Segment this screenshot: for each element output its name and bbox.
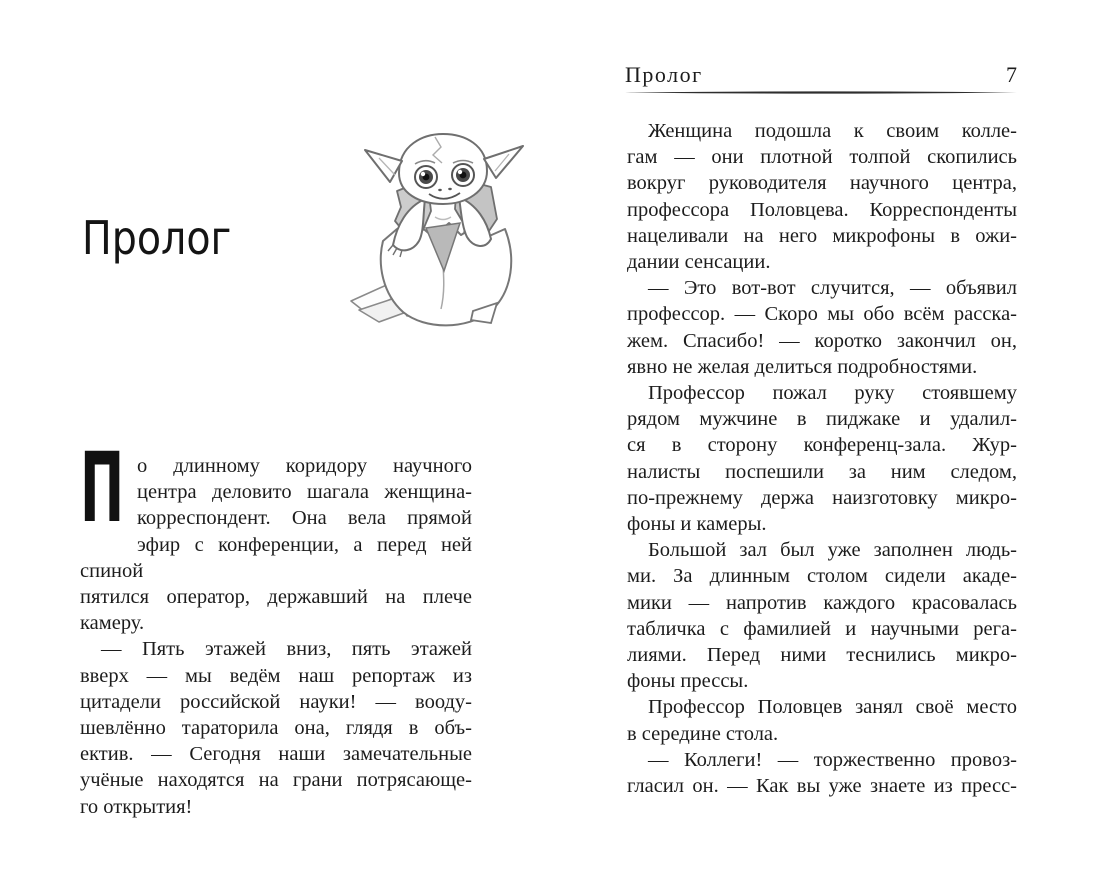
text-line: рядом мужчине в пиджаке и удалил-: [627, 408, 1017, 431]
text-line: цитадели российской науки! — вооду-: [80, 690, 472, 713]
text-line: явно не желая делиться подробностями.: [627, 355, 978, 378]
text-line: — Пять этажей вниз, пять этажей: [101, 638, 472, 661]
header-rule: [625, 90, 1017, 95]
chapter-title: Пролог: [82, 211, 232, 265]
text-line: Женщина подошла к своим колле-: [648, 120, 1017, 142]
text-line: корреспондент. Она вела прямой: [137, 507, 472, 530]
right-page-paragraphs: [627, 118, 1017, 799]
text-line: по-прежнему держа наизготовку микро-: [627, 486, 1017, 509]
text-line: о длинному коридору научного: [137, 455, 472, 477]
left-page-paragraphs: [80, 432, 472, 820]
paragraph: [627, 380, 1017, 537]
text-line: ектив. — Сегодня наши замечательные: [80, 743, 472, 766]
text-line: вокруг руководителя научного центра,: [627, 172, 1017, 195]
text-line: — Коллеги! — торжественно провоз-: [648, 748, 1017, 771]
dropcap: [80, 432, 137, 544]
text-line: го открытия!: [80, 795, 193, 818]
text-line: фоны прессы.: [627, 670, 749, 693]
text-line: дании сенсации.: [627, 251, 771, 274]
text-line: шевлённо тараторила она, глядя в объ-: [80, 717, 472, 740]
text-line: табличка с фамилией и научными рега-: [627, 617, 1017, 640]
text-line: Профессор пожал руку стоявшему: [648, 382, 1017, 405]
text-line: центра деловито шагала женщина-: [137, 481, 472, 504]
running-header: [625, 62, 1017, 88]
text-line: лиями. Перед ними теснились микро-: [627, 644, 1017, 667]
paragraph: [80, 636, 472, 819]
right-page-body: [627, 118, 1017, 799]
text-line: гласил он. — Как вы уже знаете из пресс-: [627, 775, 1017, 798]
text-line: жем. Спасибо! — коротко закончил он,: [627, 329, 1017, 352]
text-line: камеру.: [80, 612, 145, 635]
text-line: профессор. — Скоро мы обо всём расска-: [627, 303, 1017, 326]
text-line: ся в сторону конференц-зала. Жур-: [627, 434, 1017, 457]
left-page-body: [80, 432, 472, 820]
text-line: в середине стола.: [627, 722, 779, 745]
text-line: гам — они плотной толпой скопились: [627, 146, 1017, 169]
paragraph: [80, 432, 472, 636]
text-line: фоны и камеры.: [627, 513, 767, 536]
text-line: вверх — мы ведём наш репортаж из: [80, 664, 472, 687]
text-line: пятился оператор, державший на плече: [80, 586, 472, 609]
paragraph: [627, 118, 1017, 275]
running-header-title: Пролог: [625, 62, 703, 87]
text-line: Профессор Половцев занял своё место: [648, 696, 1017, 719]
text-line: профессора Половцева. Корреспонденты: [627, 198, 1017, 221]
text-line: ми. За длинным столом сидели акаде-: [627, 565, 1017, 588]
text-line: эфир с конференции, а перед ней спиной: [80, 533, 472, 582]
text-line: нацеливали на него микрофоны в ожи-: [627, 224, 1017, 247]
paragraph: [627, 694, 1017, 746]
paragraph: [627, 747, 1017, 799]
text-line: — Это вот-вот случится, — объявил: [648, 277, 1017, 300]
paragraph: [627, 537, 1017, 694]
text-line: Большой зал был уже заполнен людь-: [648, 539, 1017, 562]
text-line: мики — напротив каждого красовалась: [627, 591, 1017, 614]
dragon-hatchling-illustration: [338, 133, 550, 333]
text-line: учёные находятся на грани потрясающе-: [80, 769, 472, 792]
paragraph: [627, 275, 1017, 380]
text-line: налисты поспешили за ним следом,: [627, 460, 1017, 483]
page-number: 7: [1006, 62, 1017, 87]
dropcap-letter: П: [80, 432, 125, 544]
